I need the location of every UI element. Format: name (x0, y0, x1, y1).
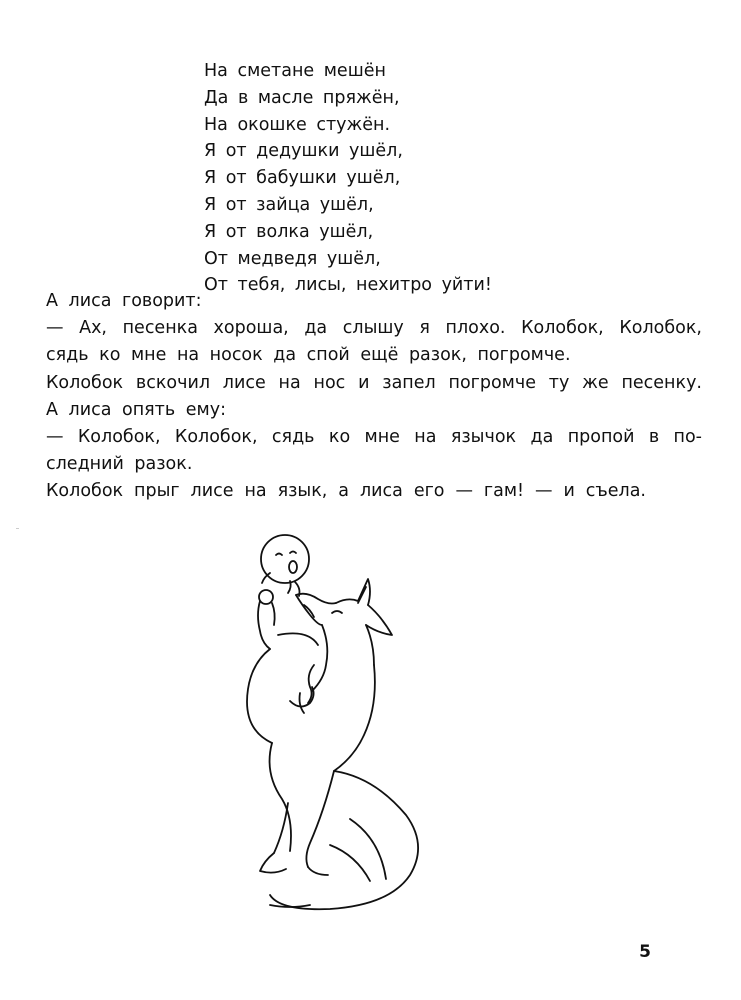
song-verse (204, 58, 624, 299)
verse-line: Я от зайца ушёл, (204, 194, 374, 215)
verse-line: На окошке стужён. (204, 114, 391, 135)
paragraph-line: сядь ко мне на носок да спой ещё разок, погромче. (46, 345, 571, 366)
paragraph-line: — Ах, песенка хороша, да слышу я плохо. Колобок, Колобок, (46, 318, 702, 339)
page-number: 5 (639, 942, 651, 962)
story-text (46, 288, 702, 506)
paragraph-line: Колобок вскочил лисе на нос и запел погромче ту же песенку. (46, 372, 702, 393)
paragraph-line: А лиса опять ему: (46, 399, 226, 420)
fox-figure (247, 579, 418, 909)
verse-line: От тебя, лисы, нехитро уйти! (204, 275, 492, 296)
paragraph-line: Колобок прыг лисе на язык, а лиса его — гам! — и съела. (46, 481, 646, 502)
paragraph-line: А лиса говорит: (46, 291, 202, 311)
margin-mark (16, 528, 19, 529)
verse-line: От медведя ушёл, (204, 248, 381, 269)
verse-line: Я от дедушки ушёл, (204, 141, 403, 162)
fox-and-kolobok-illustration (230, 515, 460, 920)
verse-line: Я от волка ушёл, (204, 221, 374, 242)
verse-line: Я от бабушки ушёл, (204, 168, 401, 189)
paragraph-line: — Колобок, Колобок, сядь ко мне на язычок да пропой в по- (46, 426, 702, 447)
verse-line: На сметане мешён (204, 61, 386, 81)
paragraph-line: следний разок. (46, 454, 193, 475)
verse-line: Да в масле пряжён, (204, 87, 400, 108)
kolobok-figure (261, 535, 309, 596)
